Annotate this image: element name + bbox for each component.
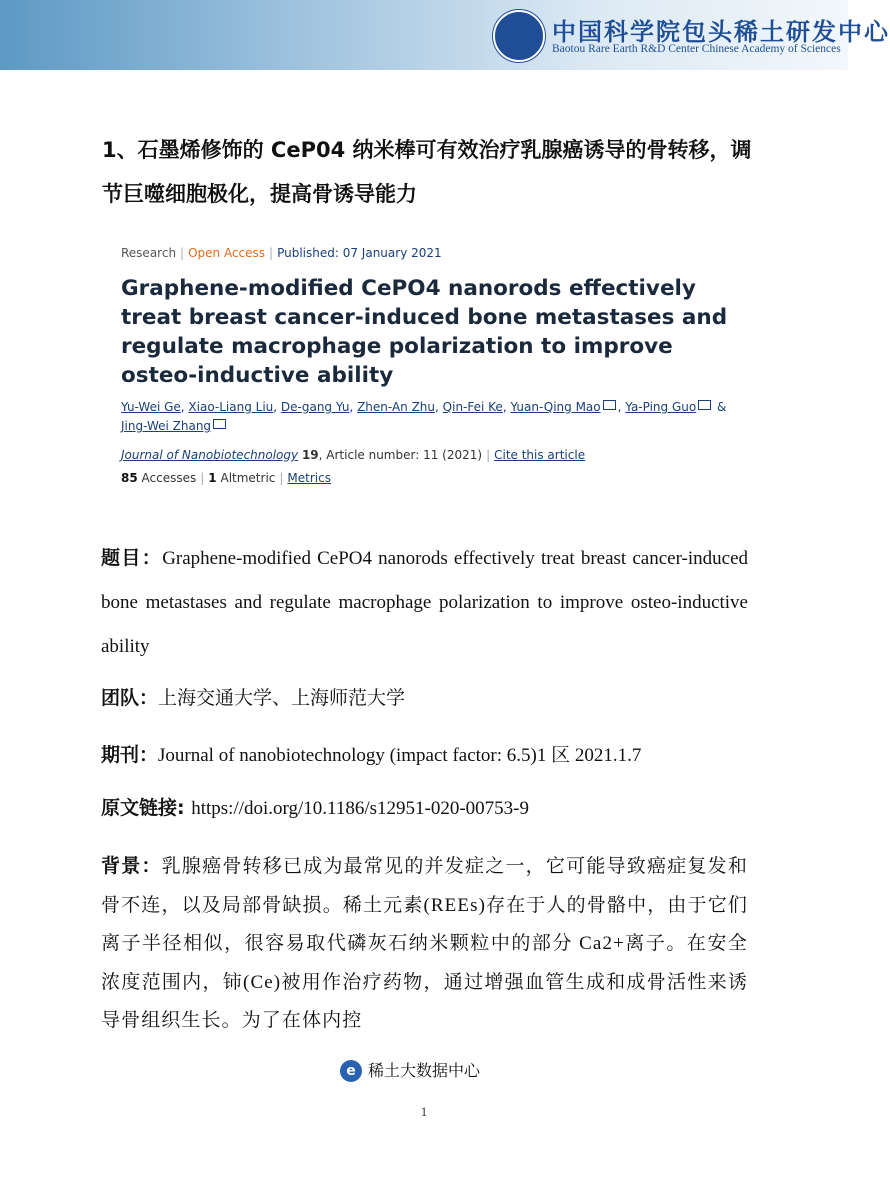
- journal-link[interactable]: Journal of Nanobiotechnology: [121, 448, 299, 462]
- author-link[interactable]: Yuan-Qing Mao: [510, 400, 601, 414]
- footer-brand: 稀土大数据中心: [368, 1061, 481, 1080]
- author-list: Yu-Wei Ge, Xiao-Liang Liu, De-gang Yu, Zhen-An Zhu, Qin-Fei Ke, Yuan-Qing Mao , Ya-Ping Guo & Jing-Wei Zhang: [121, 400, 727, 433]
- accesses-label: Accesses: [141, 471, 197, 485]
- article-screenshot: [121, 246, 741, 485]
- team-label: 团队：: [101, 687, 159, 709]
- author-link[interactable]: Zhen-An Zhu: [357, 400, 436, 414]
- journal-volume: 19: [301, 448, 319, 462]
- altmetric-label: Altmetric: [220, 471, 276, 485]
- mail-icon[interactable]: [213, 419, 226, 429]
- author-link[interactable]: Xiao-Liang Liu: [188, 400, 274, 414]
- open-access-badge[interactable]: Open Access: [188, 246, 266, 260]
- journal-paragraph: [101, 737, 748, 774]
- author-link[interactable]: Yu-Wei Ge: [121, 400, 181, 414]
- article-title: Graphene-modified CePO4 nanorods effectively treat breast cancer-induced bone metastases and regulate macrophage polarization to improve osteo-inductive ability: [121, 276, 728, 388]
- cas-seal-icon: [493, 10, 545, 62]
- mail-icon[interactable]: [603, 400, 616, 410]
- title-text: Graphene-modified CePO4 nanorods effectively treat breast cancer-induced bone metastases and regulate macrophage polarization to improve osteo-inductive ability: [101, 548, 748, 657]
- article-type: Research: [121, 246, 177, 260]
- org-name-en: Baotou Rare Earth R&D Center Chinese Academy of Sciences: [552, 43, 841, 55]
- page-number: 1: [420, 1104, 428, 1119]
- link-label: 原文链接:: [101, 797, 192, 819]
- article-number: , Article number: 11 (2021): [318, 448, 483, 462]
- cite-link[interactable]: Cite this article: [494, 448, 586, 462]
- metrics-link[interactable]: Metrics: [287, 471, 331, 485]
- header-band: [0, 0, 890, 70]
- journal-label: 期刊：: [101, 744, 159, 766]
- team-text: 上海交通大学、上海师范大学: [158, 688, 406, 709]
- author-link[interactable]: Qin-Fei Ke: [442, 400, 503, 414]
- published-date: Published: 07 January 2021: [277, 246, 442, 260]
- background-text: 乳腺癌骨转移已成为最常见的并发症之一，它可能导致癌症复发和骨不连，以及局部骨缺损。稀土元素(REEs)存在于人的骨骼中，由于它们离子半径相似，很容易取代磷灰石纳米颗粒中的部分 Ca2+离子。在安全浓度范围内，铈(Ce)被用作治疗药物，通过增强血管生成和成骨活性来诱导骨组织生长。为了在体内控: [101, 856, 748, 1031]
- paper-title-paragraph: [101, 536, 748, 669]
- accesses-count: 85: [121, 471, 138, 485]
- author-link[interactable]: Ya-Ping Guo: [625, 400, 697, 414]
- article-meta: Research | Open Access | Published: 07 January 2021: [121, 246, 442, 260]
- doi-paragraph: [101, 790, 748, 827]
- author-link[interactable]: De-gang Yu: [280, 400, 350, 414]
- title-label: 题目：: [101, 547, 163, 569]
- mail-icon[interactable]: [698, 400, 711, 410]
- altmetric-count: 1: [208, 471, 217, 485]
- section-title: 1、石墨烯修饰的 CeP04 纳米棒可有效治疗乳腺癌诱导的骨转移，调节巨噬细胞极化，提高骨诱导能力: [102, 138, 752, 206]
- author-link[interactable]: Jing-Wei Zhang: [121, 419, 212, 433]
- metrics-line: 85 Accesses | 1 Altmetric | Metrics: [121, 471, 331, 485]
- team-paragraph: [101, 680, 748, 717]
- doi-link[interactable]: https://doi.org/10.1186/s12951-020-00753-9: [191, 798, 529, 819]
- org-name-cn: 中国科学院包头稀土研发中心: [552, 17, 890, 46]
- journal-line: Journal of Nanobiotechnology 19, Article number: 11 (2021) | Cite this article: [121, 448, 586, 462]
- journal-text: Journal of nanobiotechnology (impact factor: 6.5)1 区 2021.1.7: [158, 745, 642, 766]
- background-paragraph: [101, 847, 748, 1041]
- background-label: 背景：: [101, 855, 162, 877]
- brand-e-icon: e: [340, 1060, 362, 1082]
